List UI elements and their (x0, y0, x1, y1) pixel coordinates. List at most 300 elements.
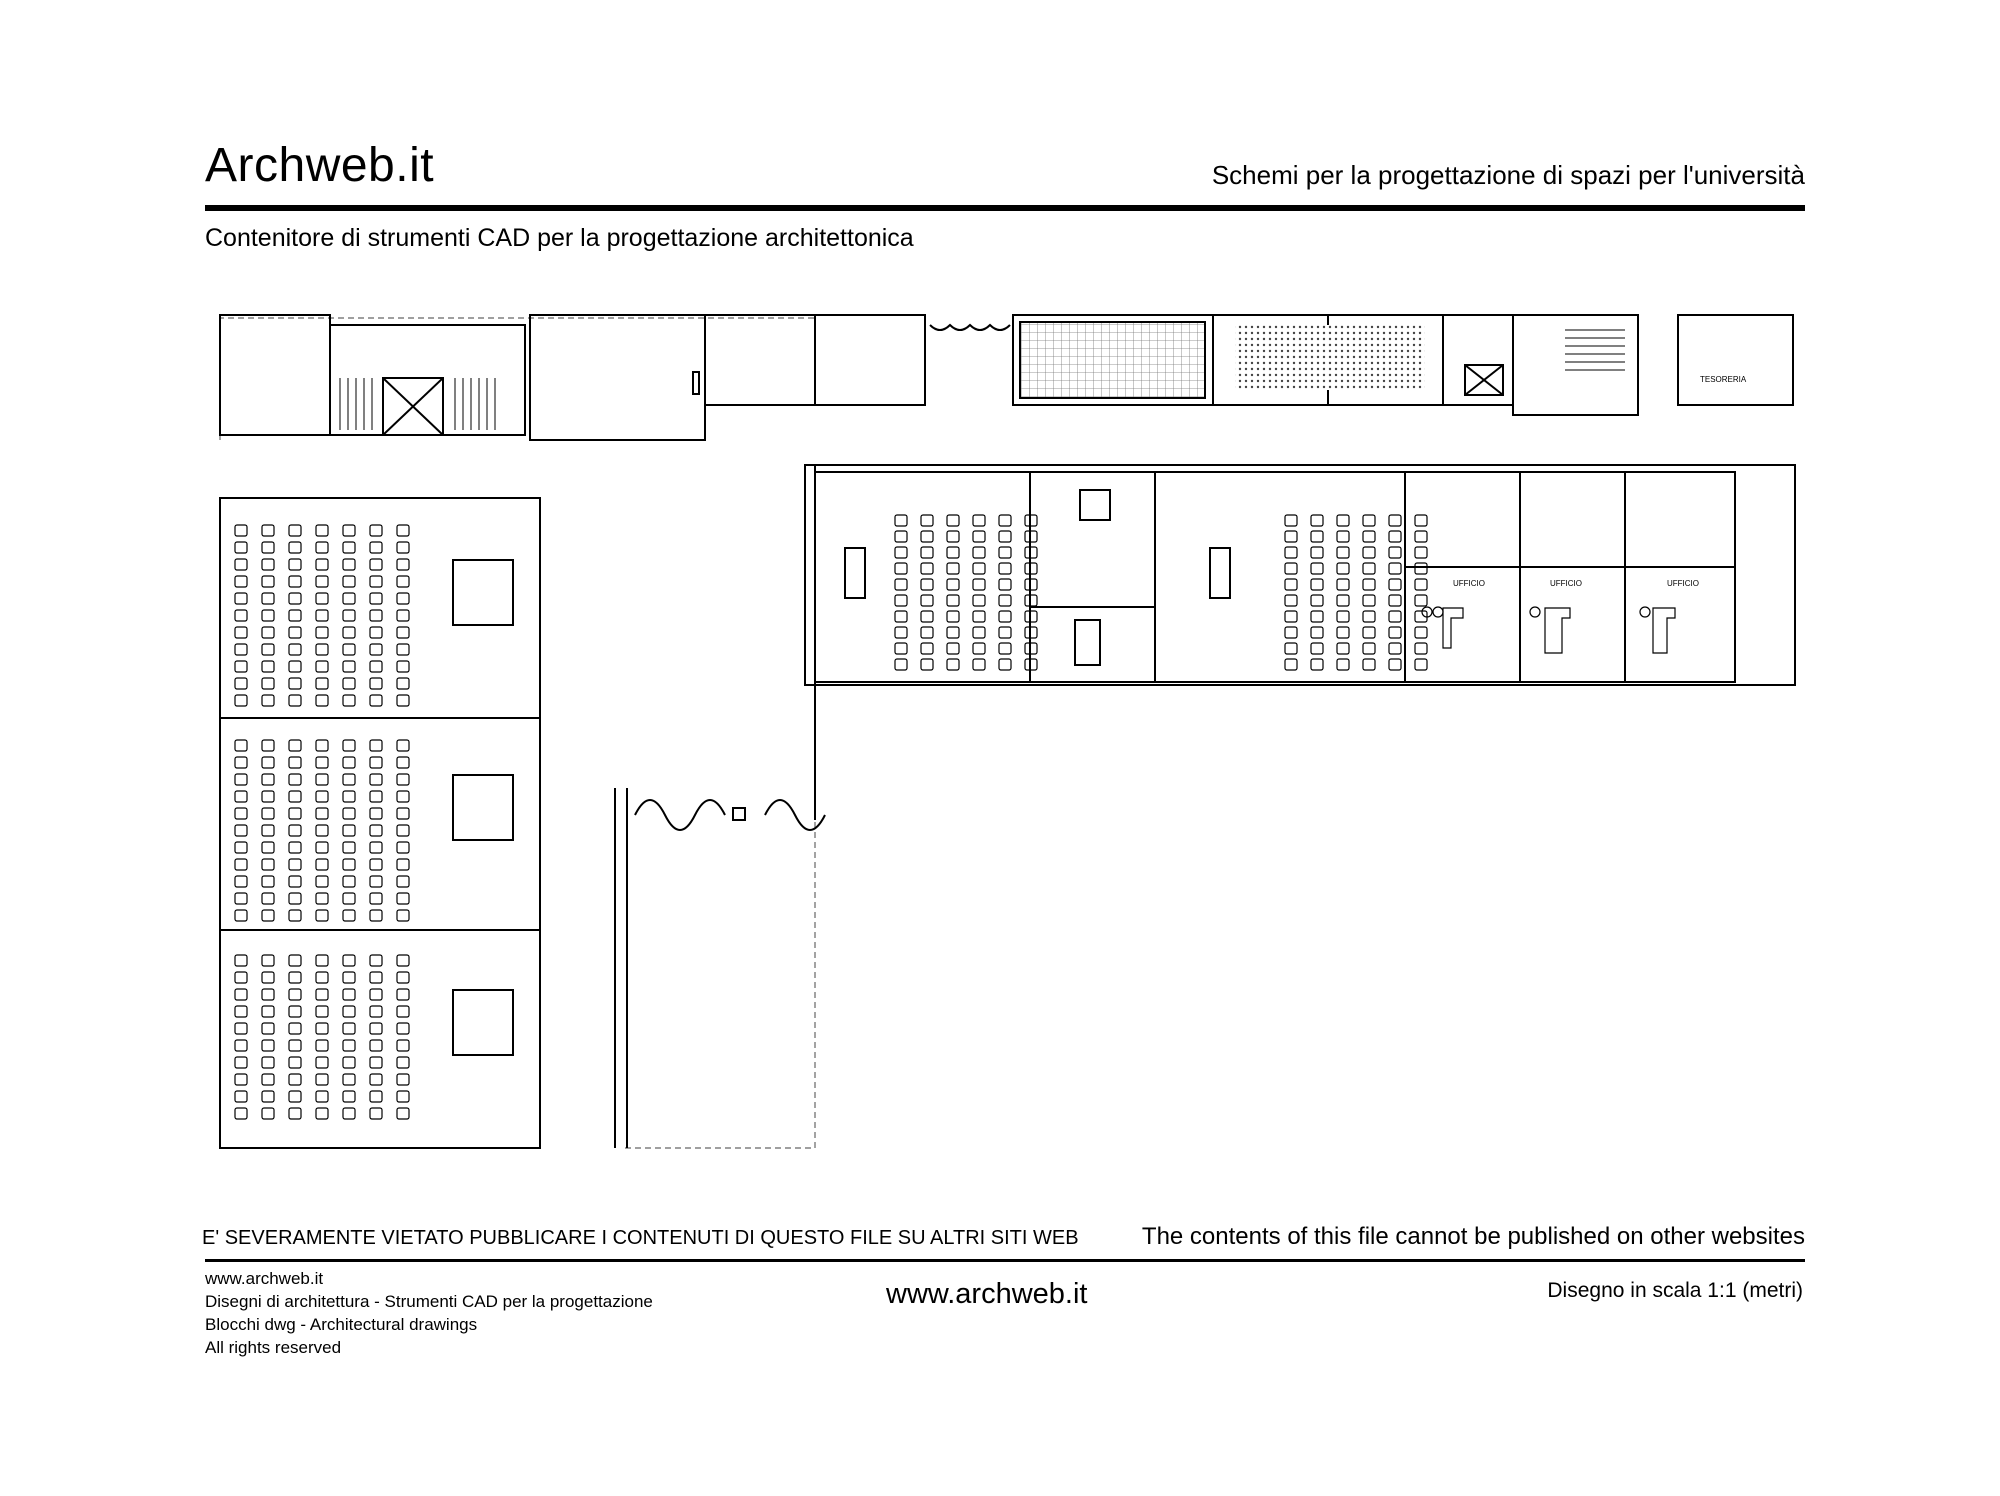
seat (1311, 547, 1323, 558)
seat (262, 661, 274, 672)
seat (370, 774, 382, 785)
seat (370, 989, 382, 1000)
seat (343, 644, 355, 655)
seat (999, 611, 1011, 622)
seat (921, 611, 933, 622)
seat (343, 910, 355, 921)
seat (316, 808, 328, 819)
footer-rule (205, 1259, 1805, 1262)
seat (370, 842, 382, 853)
seat (921, 627, 933, 638)
seat (370, 1057, 382, 1068)
seat (895, 531, 907, 542)
seat (1363, 627, 1375, 638)
seat (397, 910, 409, 921)
seat (895, 659, 907, 670)
seat (895, 595, 907, 606)
seat (921, 595, 933, 606)
footer-line-rights: All rights reserved (205, 1338, 342, 1357)
seat (1285, 579, 1297, 590)
seat (316, 661, 328, 672)
seat (262, 757, 274, 768)
seat (1415, 579, 1427, 590)
seat (921, 579, 933, 590)
seat (1363, 579, 1375, 590)
seat (370, 627, 382, 638)
seat (289, 989, 301, 1000)
seat (397, 593, 409, 604)
seat (235, 1023, 247, 1034)
seat (370, 740, 382, 751)
seat (1389, 595, 1401, 606)
stair-treads (340, 330, 1625, 430)
seat (289, 808, 301, 819)
seat (1285, 595, 1297, 606)
seat (921, 659, 933, 670)
seat (262, 910, 274, 921)
seat (235, 1108, 247, 1119)
seat (316, 740, 328, 751)
office-east-3 (1625, 472, 1735, 567)
footer-line-blocks: Blocchi dwg - Architectural drawings (205, 1315, 478, 1334)
seat (947, 531, 959, 542)
seat (343, 610, 355, 621)
seat (370, 808, 382, 819)
seat (370, 695, 382, 706)
stair-lift-core (330, 325, 525, 435)
seat (343, 661, 355, 672)
classroom-2 (1155, 472, 1405, 682)
seat (343, 808, 355, 819)
footer-line-website: www.archweb.it (205, 1269, 324, 1288)
footer-line-cad: Disegni di architettura - Strumenti CAD per la progettazione (205, 1292, 653, 1311)
seat (947, 611, 959, 622)
seat (316, 876, 328, 887)
office-meeting (1030, 472, 1155, 607)
seat (235, 955, 247, 966)
seat (1311, 579, 1323, 590)
seat (262, 972, 274, 983)
seat (1415, 547, 1427, 558)
seat (289, 593, 301, 604)
seat (262, 1108, 274, 1119)
scale-note: Disegno in scala 1:1 (metri) (1547, 1279, 1803, 1302)
seat (921, 563, 933, 574)
label-office-3: UFFICIO (1667, 579, 1699, 588)
floor-plan-drawing (205, 300, 1805, 1180)
seat (262, 808, 274, 819)
seat (370, 1006, 382, 1017)
seat (343, 1023, 355, 1034)
seat (973, 627, 985, 638)
seat (1389, 531, 1401, 542)
seat (370, 825, 382, 836)
seat (289, 1040, 301, 1051)
east-wing (805, 465, 1795, 820)
seat (370, 576, 382, 587)
east-wing-block (805, 465, 1795, 685)
seat (343, 678, 355, 689)
seat (1311, 531, 1323, 542)
seat (999, 595, 1011, 606)
seat (235, 678, 247, 689)
office-furniture (1422, 607, 1675, 653)
seat (1389, 547, 1401, 558)
seat (343, 825, 355, 836)
seat (921, 531, 933, 542)
seat (921, 547, 933, 558)
seat (289, 842, 301, 853)
seat (316, 1023, 328, 1034)
seat (343, 1108, 355, 1119)
seat (343, 559, 355, 570)
seat (370, 972, 382, 983)
seat (1389, 643, 1401, 654)
seat (343, 972, 355, 983)
seat (262, 559, 274, 570)
label-treasury: TESORERIA (1700, 375, 1747, 384)
seat (921, 515, 933, 526)
seat (1389, 627, 1401, 638)
seat (262, 610, 274, 621)
seat (1337, 563, 1349, 574)
seat (973, 531, 985, 542)
seat (235, 1074, 247, 1085)
room-treasury (1678, 315, 1793, 405)
seat (999, 515, 1011, 526)
seat (316, 1006, 328, 1017)
seat (235, 610, 247, 621)
seat (235, 593, 247, 604)
office-director (1030, 607, 1155, 682)
seat (973, 595, 985, 606)
seat (262, 842, 274, 853)
lecture-hall-west (220, 498, 540, 1148)
seat (973, 611, 985, 622)
seat (895, 579, 907, 590)
seat (1337, 531, 1349, 542)
seat (316, 678, 328, 689)
seat (262, 542, 274, 553)
seat (1363, 547, 1375, 558)
seat (289, 876, 301, 887)
seat (397, 989, 409, 1000)
seat (343, 1074, 355, 1085)
seat (235, 791, 247, 802)
seat (397, 1006, 409, 1017)
seat (262, 695, 274, 706)
seat (316, 791, 328, 802)
seat (370, 1091, 382, 1102)
seat (1285, 515, 1297, 526)
seat (316, 893, 328, 904)
seat (1311, 643, 1323, 654)
seat (947, 627, 959, 638)
seat (262, 593, 274, 604)
seat (1337, 643, 1349, 654)
seat (289, 910, 301, 921)
footer-center-url[interactable]: www.archweb.it (886, 1278, 1088, 1310)
site-outline (220, 318, 815, 1148)
seat (1311, 659, 1323, 670)
seat (343, 695, 355, 706)
seat (343, 542, 355, 553)
seat (370, 542, 382, 553)
seat (316, 910, 328, 921)
seat (316, 1091, 328, 1102)
seat (262, 1006, 274, 1017)
seat (289, 1091, 301, 1102)
seat (316, 955, 328, 966)
seat (1363, 659, 1375, 670)
room-storage (530, 315, 705, 440)
seat (1363, 515, 1375, 526)
seat (262, 876, 274, 887)
seat (316, 610, 328, 621)
seat (289, 1023, 301, 1034)
seat (947, 595, 959, 606)
seat (343, 955, 355, 966)
seat (262, 791, 274, 802)
seat (397, 757, 409, 768)
seat (1337, 595, 1349, 606)
seat (289, 1108, 301, 1119)
seat (1389, 659, 1401, 670)
seat (370, 791, 382, 802)
seat (262, 627, 274, 638)
seat (235, 559, 247, 570)
seat (316, 825, 328, 836)
seat (973, 643, 985, 654)
seat (316, 1108, 328, 1119)
seat (999, 531, 1011, 542)
seat (1285, 643, 1297, 654)
seat (397, 678, 409, 689)
seat (1285, 659, 1297, 670)
seat (343, 859, 355, 870)
seat (1415, 531, 1427, 542)
seat (397, 627, 409, 638)
seat (370, 859, 382, 870)
seat (262, 1091, 274, 1102)
seat (397, 661, 409, 672)
seat (999, 547, 1011, 558)
seat (947, 515, 959, 526)
seat (289, 1057, 301, 1068)
seat (343, 842, 355, 853)
seat (316, 1040, 328, 1051)
seat (999, 627, 1011, 638)
seat (289, 610, 301, 621)
seat (370, 1108, 382, 1119)
seat (262, 825, 274, 836)
seat (316, 757, 328, 768)
seat (1311, 611, 1323, 622)
seat (947, 659, 959, 670)
seat (1389, 579, 1401, 590)
seat (343, 740, 355, 751)
seat (1285, 531, 1297, 542)
seat (1389, 611, 1401, 622)
room-office-small-1 (705, 315, 815, 405)
seat (397, 876, 409, 887)
seat (235, 859, 247, 870)
seat (262, 1057, 274, 1068)
seat (289, 859, 301, 870)
seat (895, 547, 907, 558)
seat (235, 542, 247, 553)
seat (343, 593, 355, 604)
seat (895, 627, 907, 638)
seat (316, 542, 328, 553)
seat (1337, 659, 1349, 670)
seat (999, 643, 1011, 654)
seat (316, 972, 328, 983)
seat (1311, 627, 1323, 638)
seat (999, 659, 1011, 670)
seat (316, 1057, 328, 1068)
seat (262, 678, 274, 689)
seat (343, 876, 355, 887)
seat (343, 1057, 355, 1068)
office-east-2 (1520, 472, 1625, 567)
seat (370, 559, 382, 570)
seat (289, 559, 301, 570)
seat (343, 1040, 355, 1051)
seat (235, 876, 247, 887)
seat (1337, 611, 1349, 622)
seat (1415, 659, 1427, 670)
seat (1363, 563, 1375, 574)
seat (262, 525, 274, 536)
seat (397, 525, 409, 536)
seat (397, 576, 409, 587)
seat (343, 576, 355, 587)
seat (235, 644, 247, 655)
seat (370, 955, 382, 966)
seat (289, 627, 301, 638)
seat (370, 876, 382, 887)
seat (235, 808, 247, 819)
seat (397, 955, 409, 966)
seat (1415, 627, 1427, 638)
seat (1285, 563, 1297, 574)
seat (235, 627, 247, 638)
seat (289, 644, 301, 655)
seat (289, 661, 301, 672)
seat (289, 972, 301, 983)
seat (1415, 595, 1427, 606)
seat (397, 740, 409, 751)
seat (235, 972, 247, 983)
seat (1363, 531, 1375, 542)
seat (343, 757, 355, 768)
seat (397, 774, 409, 785)
seat (370, 1074, 382, 1085)
seat (316, 525, 328, 536)
seat (235, 576, 247, 587)
seat (1311, 515, 1323, 526)
seat (397, 542, 409, 553)
seat (316, 774, 328, 785)
seat (397, 610, 409, 621)
seat (397, 842, 409, 853)
seat (947, 563, 959, 574)
seat (235, 661, 247, 672)
seat (289, 893, 301, 904)
seat (999, 579, 1011, 590)
copyright-warning-english: The contents of this file cannot be published on other websites (1141, 1223, 1805, 1250)
seat (289, 825, 301, 836)
seat (316, 576, 328, 587)
seat (289, 791, 301, 802)
seat (343, 1006, 355, 1017)
seat (262, 955, 274, 966)
seat (1389, 563, 1401, 574)
seat (370, 1040, 382, 1051)
seat (316, 695, 328, 706)
seat (289, 740, 301, 751)
seat (316, 559, 328, 570)
seat (343, 525, 355, 536)
office-east-1 (1405, 472, 1520, 567)
tagline: Contenitore di strumenti CAD per la progettazione architettonica (205, 224, 914, 252)
seat (262, 989, 274, 1000)
seat (397, 972, 409, 983)
seat (1363, 611, 1375, 622)
north-wing (220, 315, 1793, 440)
seat (370, 893, 382, 904)
seat (1363, 595, 1375, 606)
seat (262, 1023, 274, 1034)
seat (235, 825, 247, 836)
seat (370, 593, 382, 604)
seat (397, 1057, 409, 1068)
seat (973, 515, 985, 526)
seat (289, 525, 301, 536)
seat (235, 893, 247, 904)
seat (235, 757, 247, 768)
seat (235, 1057, 247, 1068)
seat (397, 1091, 409, 1102)
seat (370, 644, 382, 655)
seat (973, 659, 985, 670)
seat (397, 644, 409, 655)
seat (397, 1108, 409, 1119)
page-subject: Schemi per la progettazione di spazi per l'università (1211, 160, 1805, 190)
seat (262, 1074, 274, 1085)
seat (343, 774, 355, 785)
seat (895, 611, 907, 622)
seat (262, 774, 274, 785)
seat (289, 576, 301, 587)
brand-logo-text: Archweb.it (205, 139, 435, 192)
seat (397, 695, 409, 706)
seat (370, 525, 382, 536)
seat (397, 1074, 409, 1085)
seat (262, 644, 274, 655)
seat (316, 859, 328, 870)
room-restroom-west (220, 315, 330, 435)
seat (370, 1023, 382, 1034)
seat (316, 593, 328, 604)
seat (262, 859, 274, 870)
seat (1311, 595, 1323, 606)
seat (397, 808, 409, 819)
seat (1337, 547, 1349, 558)
seat (1337, 515, 1349, 526)
seat (397, 1040, 409, 1051)
